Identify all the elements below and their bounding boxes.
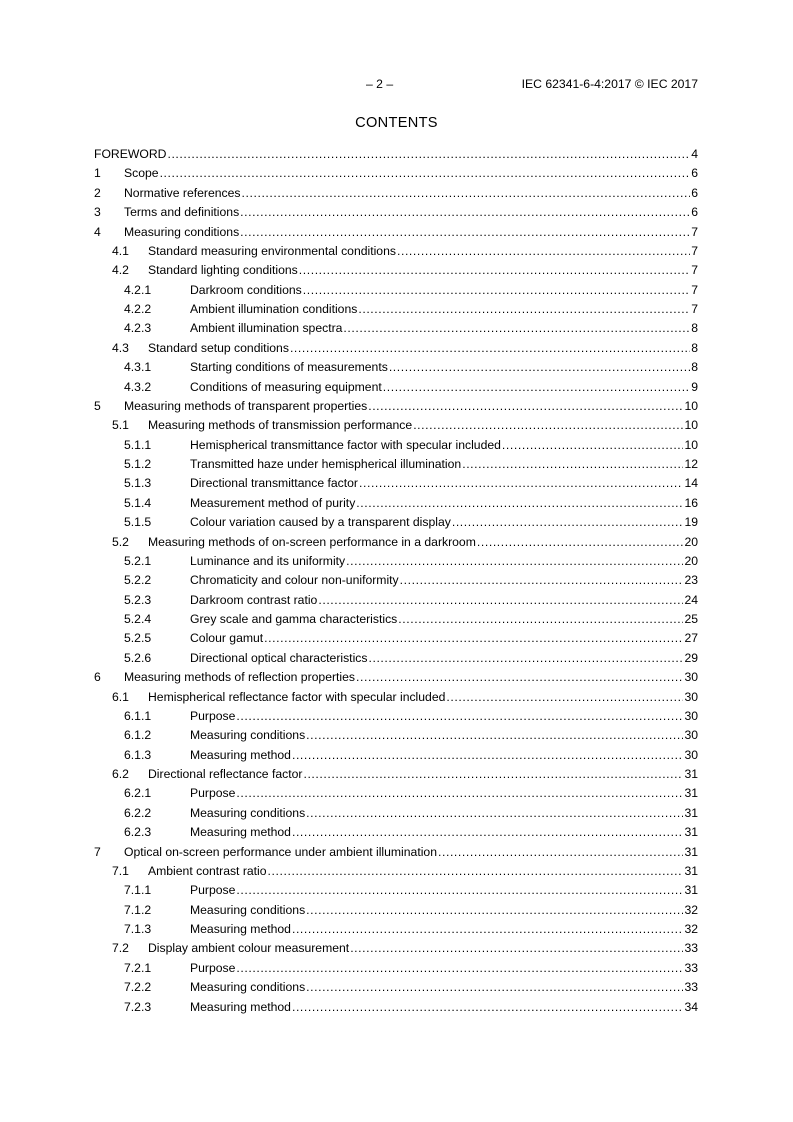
dot-leader <box>356 494 683 513</box>
toc-entry-number: 4.3 <box>112 340 129 355</box>
toc-entry-number: 5.2.6 <box>124 650 152 665</box>
toc-entry-page: 29 <box>684 650 698 665</box>
toc-entry-number: 5.2 <box>112 534 129 549</box>
toc-entry-title: Measuring methods of transparent properties <box>124 398 368 413</box>
toc-entry-title: Measuring methods of on-screen performance in a darkroom <box>148 534 476 549</box>
toc-entry-page: 30 <box>684 708 698 723</box>
toc-entry-page: 10 <box>684 398 698 413</box>
toc-entry-page: 25 <box>684 612 698 626</box>
toc-entry-number: 5.1.4 <box>124 495 152 510</box>
toc-entry-page: 30 <box>684 670 698 685</box>
toc-entry-page: 32 <box>684 902 698 917</box>
toc-entry-number: 6.1.2 <box>124 728 152 743</box>
toc-entry-title: Transmitted haze under hemispherical illumination <box>190 457 462 471</box>
toc-entry-page: 33 <box>684 980 698 995</box>
toc-entry-page: 31 <box>684 786 698 801</box>
toc-entry-page: 24 <box>684 592 698 607</box>
toc-entry-title: Measuring method <box>190 922 291 936</box>
toc-entry-number: 1 <box>94 166 101 181</box>
toc-entry-page: 31 <box>684 825 698 840</box>
toc-entry-number: 7.1.3 <box>124 922 152 936</box>
dot-leader <box>350 939 683 958</box>
dot-leader <box>397 242 690 261</box>
toc-entry[interactable] <box>94 184 698 203</box>
toc-entry-number: 5.2.3 <box>124 592 152 607</box>
toc-entry[interactable] <box>94 591 698 610</box>
toc-entry-number: 7.2 <box>112 941 129 956</box>
toc-entry[interactable] <box>94 319 698 338</box>
dot-leader <box>292 746 683 765</box>
toc-entry-title: Ambient contrast ratio <box>148 863 267 878</box>
dot-leader <box>438 843 683 862</box>
toc-entry-number: 7.2.3 <box>124 999 152 1014</box>
toc-entry-number: 7.2.2 <box>124 980 152 995</box>
dot-leader <box>400 571 684 590</box>
toc-entry-page: 31 <box>684 883 698 898</box>
dot-leader <box>343 319 690 338</box>
toc-entry-number: 4.2.1 <box>124 282 152 297</box>
toc-entry-title: Measuring conditions <box>190 805 306 820</box>
toc-entry-page: 4 <box>691 147 698 161</box>
toc-entry[interactable] <box>94 203 698 222</box>
toc-entry[interactable] <box>94 474 698 493</box>
dot-leader <box>299 261 690 280</box>
toc-entry[interactable] <box>94 281 698 300</box>
toc-entry-number: 6.1 <box>112 689 129 704</box>
toc-entry[interactable] <box>94 552 698 571</box>
toc-entry-title: Grey scale and gamma characteristics <box>190 612 398 626</box>
toc-entry-title: Directional optical characteristics <box>190 650 368 665</box>
toc-entry-number: 5.1 <box>112 418 129 433</box>
toc-entry[interactable] <box>94 494 698 513</box>
toc-entry-number: 7.1.2 <box>124 902 152 917</box>
toc-entry-number: 7.2.1 <box>124 960 152 975</box>
toc-entry-title: Directional reflectance factor <box>148 767 303 781</box>
dot-leader <box>167 145 690 164</box>
dot-leader <box>303 281 690 300</box>
toc-entry-page: 19 <box>684 515 698 530</box>
toc-entry[interactable] <box>94 436 698 455</box>
toc-entry-number: 4.1 <box>112 243 129 258</box>
toc-entry-page: 16 <box>684 495 698 510</box>
toc-entry[interactable] <box>94 571 698 590</box>
toc-entry-number: 5 <box>94 398 101 413</box>
toc-entry[interactable] <box>94 455 698 474</box>
toc-entry[interactable] <box>94 397 698 416</box>
toc-entry[interactable] <box>94 610 698 629</box>
toc-entry-page: 9 <box>691 379 698 394</box>
toc-entry-page: 6 <box>691 166 698 181</box>
page-title: CONTENTS <box>355 115 438 131</box>
toc-entry-title: Terms and definitions <box>124 205 240 220</box>
toc-entry-title: Luminance and its uniformity <box>190 553 346 568</box>
toc-entry-title: Colour gamut <box>190 631 264 646</box>
toc-entry-page: 33 <box>684 960 698 975</box>
toc-entry[interactable] <box>94 164 698 183</box>
toc-entry[interactable] <box>94 862 698 881</box>
table-of-contents <box>94 145 698 1017</box>
toc-entry[interactable] <box>94 823 698 842</box>
toc-entry[interactable] <box>94 513 698 532</box>
toc-entry-title: Standard lighting conditions <box>148 263 298 278</box>
toc-entry-page: 23 <box>684 573 698 588</box>
toc-entry-title: Directional transmittance factor <box>190 476 358 491</box>
toc-entry-title: Measuring conditions <box>190 728 306 743</box>
toc-entry-title: Darkroom conditions <box>190 282 302 297</box>
toc-entry-page: 7 <box>691 263 698 278</box>
toc-entry-title: Colour variation caused by a transparent display <box>190 515 451 530</box>
toc-entry-page: 6 <box>691 205 698 220</box>
toc-entry-number: 4 <box>94 224 101 239</box>
toc-entry-page: 8 <box>691 340 698 355</box>
dot-leader <box>346 552 683 571</box>
toc-entry[interactable] <box>94 339 698 358</box>
dot-leader <box>306 978 683 997</box>
toc-entry-title: Measuring conditions <box>190 980 306 995</box>
toc-entry-number: 2 <box>94 185 101 200</box>
toc-entry[interactable] <box>94 959 698 978</box>
toc-entry-title: Purpose <box>190 883 236 898</box>
toc-entry-page: 7 <box>691 302 698 316</box>
dot-leader <box>303 765 683 784</box>
toc-entry-title: Measuring method <box>190 999 291 1014</box>
toc-entry-page: 10 <box>684 437 698 452</box>
toc-entry-page: 31 <box>684 863 698 878</box>
toc-entry-page: 20 <box>684 553 698 568</box>
toc-entry[interactable] <box>94 358 698 377</box>
toc-entry-title: Display ambient colour measurement <box>148 941 350 956</box>
toc-entry-title: Purpose <box>190 708 236 723</box>
toc-entry-page: 8 <box>691 360 698 375</box>
document-id: IEC 62341-6-4:2017 © IEC 2017 <box>521 77 698 91</box>
dot-leader <box>240 203 690 222</box>
toc-entry-page: 31 <box>684 844 698 859</box>
dot-leader <box>452 513 684 532</box>
dot-leader <box>292 920 683 939</box>
toc-entry[interactable] <box>94 242 698 261</box>
dot-leader <box>502 436 684 455</box>
toc-entry[interactable] <box>94 901 698 920</box>
toc-entry-page: 14 <box>684 476 698 491</box>
toc-entry-number: 4.2 <box>112 263 129 278</box>
toc-entry[interactable] <box>94 784 698 803</box>
toc-entry-page: 31 <box>684 805 698 820</box>
dot-leader <box>242 184 691 203</box>
toc-entry-title: Purpose <box>190 960 236 975</box>
toc-entry-number: 4.2.2 <box>124 302 152 316</box>
toc-entry-number: 4.3.2 <box>124 379 152 394</box>
toc-entry-number: 6.2.2 <box>124 805 152 820</box>
toc-entry-title: Measurement method of purity <box>190 495 356 510</box>
toc-entry[interactable] <box>94 746 698 765</box>
dot-leader <box>290 339 690 358</box>
toc-entry-number: 6.1.3 <box>124 747 152 762</box>
dot-leader <box>236 784 683 803</box>
dot-leader <box>368 397 683 416</box>
toc-entry[interactable] <box>94 707 698 726</box>
toc-entry-page: 27 <box>684 631 698 646</box>
dot-leader <box>383 378 690 397</box>
toc-entry-number: 6.2 <box>112 767 129 781</box>
toc-entry-number: 5.2.1 <box>124 553 152 568</box>
toc-entry-title: Measuring method <box>190 825 291 840</box>
dot-leader <box>236 707 683 726</box>
toc-entry[interactable] <box>94 649 698 668</box>
dot-leader <box>318 591 683 610</box>
toc-entry-page: 7 <box>691 282 698 297</box>
toc-entry[interactable] <box>94 533 698 552</box>
toc-entry-page: 33 <box>684 941 698 956</box>
toc-entry[interactable] <box>94 843 698 862</box>
toc-entry-number: 5.1.1 <box>124 437 152 452</box>
dot-leader <box>389 358 690 377</box>
toc-entry[interactable] <box>94 629 698 648</box>
toc-entry-number: 5.1.5 <box>124 515 152 530</box>
toc-entry-page: 7 <box>691 243 698 258</box>
toc-entry-title: Ambient illumination spectra <box>190 321 343 336</box>
toc-entry-number: 6.2.1 <box>124 786 152 801</box>
toc-entry[interactable] <box>94 688 698 707</box>
toc-entry-page: 8 <box>691 321 698 336</box>
toc-entry[interactable] <box>94 978 698 997</box>
toc-entry-number: 5.2.4 <box>124 612 152 626</box>
dot-leader <box>446 688 683 707</box>
toc-entry-page: 7 <box>691 224 698 239</box>
toc-entry[interactable] <box>94 416 698 435</box>
toc-entry-page: 20 <box>684 534 698 549</box>
toc-entry-number: 5.1.3 <box>124 476 152 491</box>
dot-leader <box>292 998 683 1017</box>
toc-entry[interactable] <box>94 378 698 397</box>
toc-entry-number: 6.1.1 <box>124 708 152 723</box>
toc-entry-number: 7.1 <box>112 863 129 878</box>
dot-leader <box>306 901 683 920</box>
toc-entry-title: Scope <box>124 166 159 181</box>
toc-entry-page: 30 <box>684 728 698 743</box>
toc-entry-title: Conditions of measuring equipment <box>190 379 382 394</box>
toc-entry-number: 5.2.2 <box>124 573 152 588</box>
toc-entry-title: Hemispherical reflectance factor with specular included <box>148 689 446 704</box>
toc-entry-page: 10 <box>684 418 698 433</box>
toc-entry-page: 30 <box>684 689 698 704</box>
dot-leader <box>359 474 683 493</box>
toc-entry-title: Measuring conditions <box>124 224 240 239</box>
toc-entry-number: 5.2.5 <box>124 631 152 646</box>
dot-leader <box>462 455 683 474</box>
dot-leader <box>306 726 683 745</box>
toc-entry-number: 6.2.3 <box>124 825 152 840</box>
toc-entry[interactable] <box>94 881 698 900</box>
toc-entry-title: Darkroom contrast ratio <box>190 592 318 607</box>
toc-entry[interactable] <box>94 765 698 784</box>
toc-entry-number: 4.2.3 <box>124 321 152 336</box>
dot-leader <box>292 823 683 842</box>
toc-entry[interactable] <box>94 261 698 280</box>
dot-leader <box>236 881 683 900</box>
toc-entry[interactable] <box>94 726 698 745</box>
toc-entry-number: 6 <box>94 670 101 685</box>
toc-entry-page: 30 <box>684 747 698 762</box>
toc-entry-page: 31 <box>684 767 698 781</box>
dot-leader <box>264 629 683 648</box>
dot-leader <box>413 416 683 435</box>
dot-leader <box>477 533 684 552</box>
toc-entry-title: FOREWORD <box>94 147 167 161</box>
toc-entry[interactable] <box>94 300 698 319</box>
dot-leader <box>268 862 684 881</box>
toc-entry-title: Hemispherical transmittance factor with specular included <box>190 437 501 452</box>
toc-entry-title: Chromaticity and colour non-uniformity <box>190 573 399 588</box>
toc-entry[interactable] <box>94 145 698 164</box>
toc-entry-title: Standard measuring environmental conditions <box>148 243 396 258</box>
toc-entry-page: 34 <box>684 999 698 1014</box>
toc-entry-title: Purpose <box>190 786 236 801</box>
toc-entry-title: Normative references <box>124 185 241 200</box>
toc-entry-number: 4.3.1 <box>124 360 152 375</box>
toc-entry[interactable] <box>94 920 698 939</box>
toc-entry-title: Measuring method <box>190 747 291 762</box>
toc-entry-title: Measuring conditions <box>190 902 306 917</box>
dot-leader <box>236 959 683 978</box>
dot-leader <box>356 668 683 687</box>
toc-entry-title: Measuring methods of reflection properties <box>124 670 356 685</box>
toc-entry-page: 6 <box>691 185 698 200</box>
toc-entry[interactable] <box>94 804 698 823</box>
toc-entry[interactable] <box>94 668 698 687</box>
toc-entry[interactable] <box>94 939 698 958</box>
toc-entry-title: Starting conditions of measurements <box>190 360 388 375</box>
page-number-label: – 2 – <box>366 77 394 91</box>
toc-entry-title: Standard setup conditions <box>148 340 289 355</box>
toc-entry-title: Measuring methods of transmission performance <box>148 418 413 433</box>
dot-leader <box>398 610 683 629</box>
toc-entry[interactable] <box>94 998 698 1017</box>
toc-entry-number: 7.1.1 <box>124 883 152 898</box>
dot-leader <box>240 223 690 242</box>
dot-leader <box>306 804 683 823</box>
page-header <box>0 77 793 93</box>
toc-entry-number: 5.1.2 <box>124 457 152 471</box>
toc-entry-number: 7 <box>94 844 101 859</box>
dot-leader <box>160 164 691 183</box>
dot-leader <box>358 300 690 319</box>
toc-entry-title: Optical on-screen performance under ambient illumination <box>124 844 437 859</box>
toc-entry-title: Ambient illumination conditions <box>190 302 358 316</box>
toc-entry-number: 3 <box>94 205 101 220</box>
toc-entry-page: 32 <box>684 922 698 936</box>
toc-entry[interactable] <box>94 223 698 242</box>
dot-leader <box>368 649 683 668</box>
toc-entry-page: 12 <box>684 457 698 471</box>
